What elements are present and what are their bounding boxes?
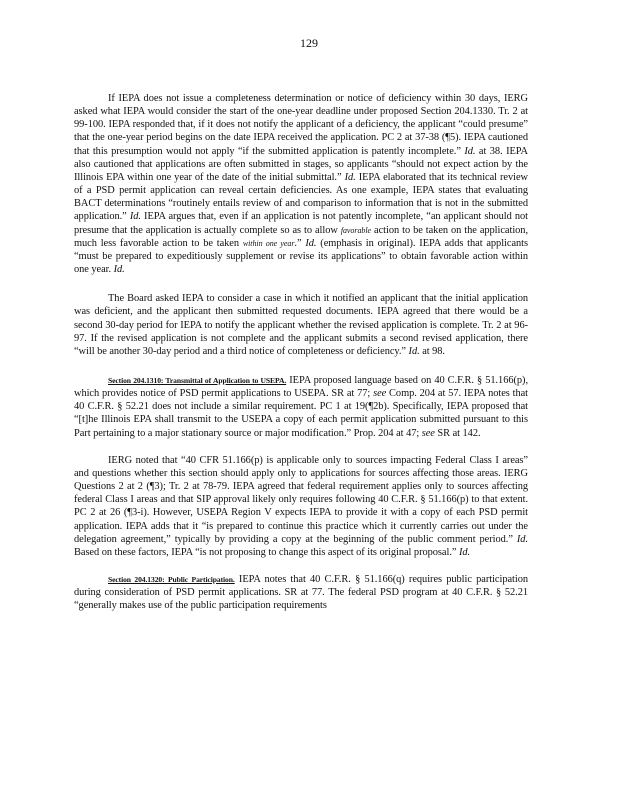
citation-run: see bbox=[373, 388, 387, 400]
paragraph-revised-application bbox=[74, 292, 528, 358]
text-run: .” bbox=[294, 237, 306, 249]
text-run: SR at 142. bbox=[434, 427, 481, 439]
paragraph-section-204-1320 bbox=[74, 573, 528, 612]
citation-run: favorable bbox=[340, 225, 372, 235]
text-run: (emphasis in original). IEPA adds that applicants “must be prepared to expeditiously supplement or revise its applications” to obtain favorable action within one year. bbox=[74, 237, 528, 276]
paragraph-completeness-deadline bbox=[74, 92, 528, 276]
text-run: IEPA proposed language based on 40 C.F.R. § 51.166(p), which provides notice of PSD permit applications to USEPA. SR at 77; bbox=[74, 374, 529, 400]
text-run: at 38. IEPA also cautioned that applications are often submitted in stages, so applicants “should not expect action by the Illinois EPA within one year of the date of the initial submittal.” bbox=[74, 145, 528, 183]
citation-run: Id. bbox=[305, 237, 317, 249]
text-run: If IEPA does not issue a completeness determination or notice of deficiency within 30 days, IERG asked what IEPA would consider the start of the one-year deadline under proposed Section 204.1330. Tr. 2 at 99-100. IEPA responded that, if it does not notify the applicant of a deficiency, the applicant “could presume” that the one-year period begins on the date IEPA received the application. PC 2 at 37-38 (¶5). IEPA cautioned that this presumption would not apply “if the submitted application is patently incomplete.” bbox=[74, 93, 528, 157]
text-run: Comp. 204 at 57. IEPA notes that 40 C.F.R. § 52.21 does not include a similar requirement. PC 1 at 19(¶2b). Specifically, IEPA proposed that “[t]he Illinois EPA shall transmit to the USEPA a copy of each permit application submitted pursuant to this Part pertaining to a major stationary source or major modification.” Prop. 204 at 47; bbox=[74, 388, 528, 439]
citation-run: Id. bbox=[516, 533, 528, 545]
section-heading: Section 204.1310: Transmittal of Application to USEPA. bbox=[108, 375, 287, 385]
citation-run: Id. bbox=[344, 171, 356, 183]
text-run: at 98. bbox=[419, 345, 445, 357]
paragraph-ierg-class-i-areas bbox=[74, 454, 528, 559]
text-run: IEPA argues that, even if an application is not patently incomplete, “an applicant should not presume that the application is actually complete so as to allow bbox=[74, 211, 528, 236]
citation-run: Id. bbox=[458, 546, 471, 558]
citation-run: Id. bbox=[129, 211, 141, 223]
document-body bbox=[74, 92, 528, 628]
text-run: IEPA notes that 40 C.F.R. § 51.166(q) requires public participation during consideration of PSD permit applications. SR at 77. The federal PSD program at 40 C.F.R. § 52.21 “generally makes use of the public participation requirements bbox=[74, 574, 528, 612]
citation-run: Id. bbox=[408, 345, 420, 357]
citation-run: within one year bbox=[242, 238, 295, 248]
citation-run: Id. bbox=[464, 145, 476, 157]
text-run: Based on these factors, IEPA “is not proposing to change this aspect of its original proposal.” bbox=[74, 546, 459, 558]
text-run: IERG noted that “40 CFR 51.166(p) is applicable only to sources impacting Federal Class I areas” and questions whether this section should apply only to applications for sources affecting those areas. IERG Questions 2 at 2 (¶3); Tr. 2 at 78-79. IEPA agreed that federal requirement applies only to sources affecting federal Class I areas and that SIP approval likely only requires following 40 C.F.R. § 51.166(p) to that extent. PC 2 at 26 (¶3-i). However, USEPA Region V expects IEPA to provide it with a copy of each PSD permit application. IEPA adds that it “is prepared to continue this practice which it currently carries out under the delegation agreement,” typically by providing a copy at the beginning of the public comment period.” bbox=[74, 454, 528, 545]
section-heading: Section 204.1320: Public Participation. bbox=[108, 575, 235, 584]
citation-run: see bbox=[421, 427, 435, 439]
text-run: action to be taken on the application, much less favorable action to be taken bbox=[74, 224, 528, 249]
text-run: The Board asked IEPA to consider a case in which it notified an applicant that the initial application was deficient, and the applicant then submitted requested documents. IEPA agreed that there would be a second 30-day period for IEPA to notify the applicant whether the revised application is complete. Tr. 2 at 96-97. If the revised application is not complete and the applicant submits a second revised application, there “will be another 30-day period and a third notice of completeness or deficiency.” bbox=[74, 293, 528, 357]
page-number: 129 bbox=[300, 36, 318, 50]
paragraph-section-204-1310 bbox=[74, 374, 528, 440]
citation-run: Id. bbox=[113, 264, 125, 276]
text-run: IEPA elaborated that its technical review of a PSD permit application can reveal certain deficiencies. As one example, IEPA states that evaluating BACT determinations “routinely entails review of and comparison to information that is not in the submitted application.” bbox=[74, 171, 528, 223]
